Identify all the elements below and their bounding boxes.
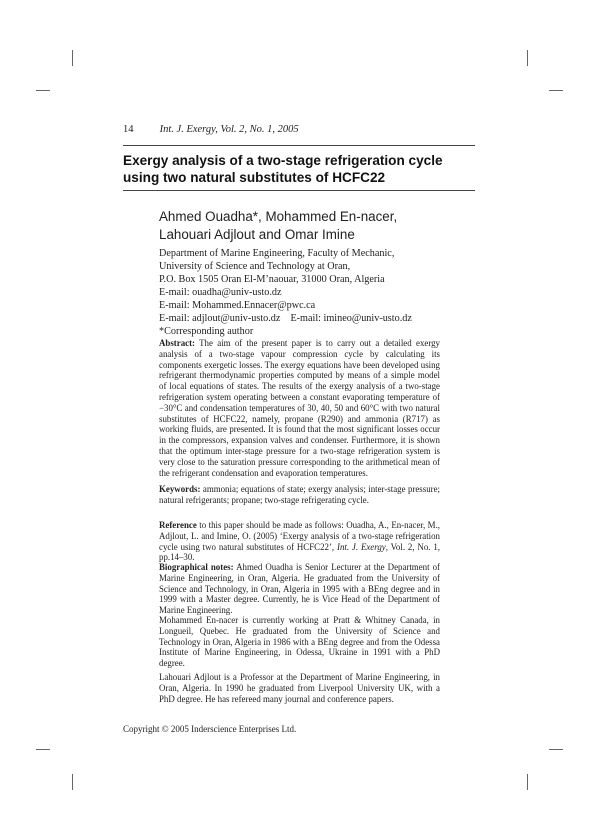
- reference-label: Reference: [159, 520, 197, 530]
- reference-text-end: , Vol. 2, No. 1, pp.14–30.: [159, 541, 440, 563]
- abstract: [159, 338, 440, 478]
- title-line: Exergy analysis of a two-stage refrigeration cycle: [123, 153, 443, 168]
- author-line: Lahouari Adjlout and Omar Imine: [159, 227, 355, 242]
- email-line: E-mail: ouadha@univ-usto.dz: [159, 287, 282, 298]
- affiliation-line: Department of Marine Engineering, Faculty of Mechanic,: [159, 248, 395, 259]
- author-list: [159, 208, 479, 244]
- bio-paragraph-3: Lahouari Adjlout is a Professor at the Department of Marine Engineering, in Oran, Algeria. In 1990 he graduated from Liverpool University UK, with a PhD degree. He has refereed many journal and conference papers.: [159, 672, 440, 704]
- copyright-notice: Copyright © 2005 Inderscience Enterprises Ltd.: [123, 724, 297, 734]
- abstract-label: Abstract:: [159, 338, 195, 348]
- crop-mark: [527, 774, 528, 790]
- page-number: 14: [123, 124, 134, 135]
- title-line: using two natural substitutes of HCFC22: [123, 170, 386, 185]
- reference-journal: Int. J. Exergy: [337, 541, 386, 552]
- crop-mark: [72, 774, 73, 790]
- title-rule-bottom: [123, 190, 475, 191]
- bio-paragraph-2: Mohammed En-nacer is currently working at Pratt & Whitney Canada, in Longueil, Quebec. He graduated from the University of Science and Technology in Oran, Algeria in 1986 with a BEng degree and from the Odessa Institute of Marine Engineering, in Odessa, Ukraine in 1991 with a PhD degree.: [159, 615, 440, 669]
- crop-mark: [36, 749, 50, 750]
- bio-label: Biographical notes:: [159, 562, 234, 572]
- keywords-text: ammonia; equations of state; exergy analysis; inter-stage pressure; natural refrigerants; propane; two-stage refrigerating cycle.: [159, 484, 440, 505]
- email-line: [159, 312, 479, 325]
- affiliation-line: P.O. Box 1505 Oran El-M’naouar, 31000 Oran, Algeria: [159, 274, 385, 285]
- keywords-label: Keywords:: [159, 484, 201, 494]
- running-header: [123, 124, 299, 135]
- crop-mark: [549, 749, 563, 750]
- email-imine: E-mail: imineo@univ-usto.dz: [290, 313, 412, 324]
- affiliation-line: University of Science and Technology at Oran,: [159, 261, 351, 272]
- reference-note: [159, 520, 440, 563]
- corresponding-note: *Corresponding author: [159, 326, 254, 337]
- abstract-text: The aim of the present paper is to carry out a detailed exergy analysis of a two-stage vapour compression cycle by calculating its components exergetic losses. The exergy equations have been developed using refrigerant thermodynamic properties computed by means of a simple model of local equations of states. The results of the exergy analysis of a two-stage refrigeration system operating between a constant evaporating temperature of −30°C and condensation temperatures of 30, 40, 50 and 60°C with two natural substitutes of HCFC22, namely, propane (R290) and ammonia (R717) as working fluids, are presented. It is found that the most significant losses occur in the compressors, expansion valves and condenser. Furthermore, it is shown that the optimum inter-stage pressure for a two-stage refrigeration system is very close to the saturation pressure corresponding to the arithmetical mean of the refrigerant condensation and evaporation temperatures.: [159, 338, 440, 478]
- title-rule-top: [123, 145, 475, 146]
- crop-mark: [36, 90, 50, 91]
- reference-text: to this paper should be made as follows: Ouadha, A., En-nacer, M., Adjlout, L. and Imine, O. (2005) ‘Exergy analysis of a two-stage refrigeration cycle using two natural substitutes of HCFC22’,: [159, 520, 441, 552]
- paper-title: [123, 152, 483, 186]
- crop-mark: [549, 90, 563, 91]
- bio-paragraph: Ahmed Ouadha is Senior Lecturer at the Department of Marine Engineering, in Oran, Algeria. He graduated from the University of Science and Technology, in Oran, Algeria in 1995 with a BEng degree and in 1999 with a Master degree. Currently, he is Vice Head of the Department of Marine Engineering.: [159, 562, 441, 616]
- email-adjlout: E-mail: adjlout@univ-usto.dz: [159, 313, 281, 324]
- crop-mark: [72, 50, 73, 66]
- keywords: [159, 484, 440, 506]
- email-line: E-mail: Mohammed.Ennacer@pwc.ca: [159, 300, 316, 311]
- affiliation-block: [159, 247, 479, 338]
- author-line: Ahmed Ouadha*, Mohammed En-nacer,: [159, 209, 398, 224]
- crop-mark: [527, 50, 528, 66]
- biographical-notes: [159, 562, 440, 616]
- journal-citation: Int. J. Exergy, Vol. 2, No. 1, 2005: [159, 124, 299, 135]
